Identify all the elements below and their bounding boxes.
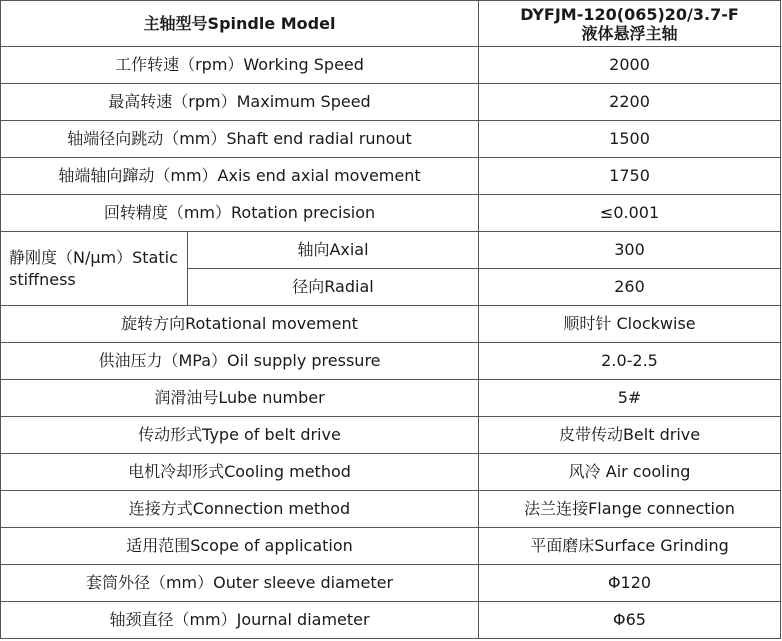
param-label: 旋转方向Rotational movement (1, 306, 479, 343)
param-value: Φ120 (479, 565, 781, 602)
param-label: 最高转速（rpm）Maximum Speed (1, 84, 479, 121)
param-value: 平面磨床Surface Grinding (479, 528, 781, 565)
param-label: 连接方式Connection method (1, 491, 479, 528)
param-value: 皮带传动Belt drive (479, 417, 781, 454)
table-row (1, 158, 781, 195)
param-label: 套筒外径（mm）Outer sleeve diameter (1, 565, 479, 602)
param-label: 回转精度（mm）Rotation precision (1, 195, 479, 232)
param-value: 2000 (479, 47, 781, 84)
param-label: 工作转速（rpm）Working Speed (1, 47, 479, 84)
param-value: ≤0.001 (479, 195, 781, 232)
param-label: 轴端轴向蹿动（mm）Axis end axial movement (1, 158, 479, 195)
param-value: 1750 (479, 158, 781, 195)
param-label: 传动形式Type of belt drive (1, 417, 479, 454)
table-header-row (1, 1, 781, 47)
radial-label: 径向Radial (188, 269, 479, 306)
radial-value: 260 (479, 269, 781, 306)
param-value: 1500 (479, 121, 781, 158)
param-label: 电机冷却形式Cooling method (1, 454, 479, 491)
table-row (1, 565, 781, 602)
table-row (1, 195, 781, 232)
table-row (1, 84, 781, 121)
table-row (1, 454, 781, 491)
table-row (1, 380, 781, 417)
table-row (1, 232, 781, 269)
header-model-code: DYFJM-120(065)20/3.7-F (520, 4, 739, 24)
param-label: 适用范围Scope of application (1, 528, 479, 565)
param-value: 5# (479, 380, 781, 417)
header-model (479, 1, 781, 47)
axial-label: 轴向Axial (188, 232, 479, 269)
table-row (1, 602, 781, 639)
header-label: 主轴型号Spindle Model (1, 1, 479, 47)
param-value: 风冷 Air cooling (479, 454, 781, 491)
table-row (1, 343, 781, 380)
param-label: 供油压力（MPa）Oil supply pressure (1, 343, 479, 380)
table-row (1, 47, 781, 84)
table-row (1, 121, 781, 158)
param-value: 顺时针 Clockwise (479, 306, 781, 343)
table-row (1, 417, 781, 454)
param-value: 法兰连接Flange connection (479, 491, 781, 528)
table-row (1, 306, 781, 343)
param-value: 2.0-2.5 (479, 343, 781, 380)
static-stiffness-label: 静刚度（N/μm）Static stiffness (1, 232, 188, 306)
param-value: 2200 (479, 84, 781, 121)
param-label: 轴颈直径（mm）Journal diameter (1, 602, 479, 639)
param-label: 润滑油号Lube number (1, 380, 479, 417)
header-model-name: 液体悬浮主轴 (581, 23, 678, 43)
table-row (1, 491, 781, 528)
axial-value: 300 (479, 232, 781, 269)
param-value: Φ65 (479, 602, 781, 639)
param-label: 轴端径向跳动（mm）Shaft end radial runout (1, 121, 479, 158)
table-row (1, 528, 781, 565)
